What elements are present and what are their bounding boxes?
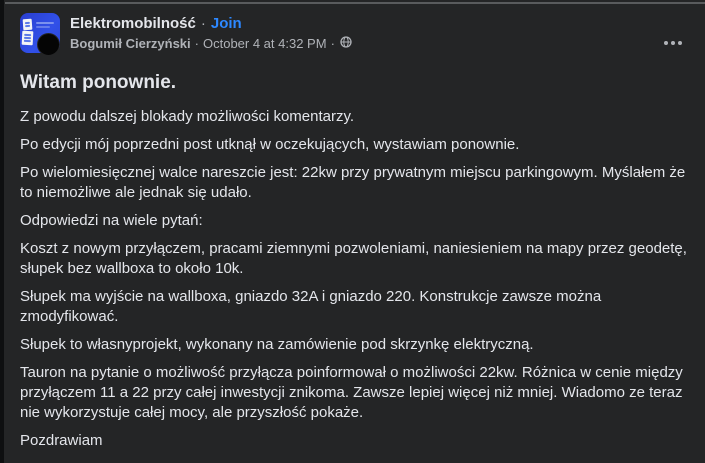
post-paragraph: Tauron na pytanie o możliwość przyłącza poinformował o możliwości 22kw. Różnica w cenie między przyłączem 11 a 22 przy całej inwestycji znikoma. Zawsze lepiej więcej niż mniej. Wiadomo ze teraz nie wykorzystuje całej mocy, ale przyszłość pokaże. bbox=[20, 364, 683, 421]
post-paragraph: Słupek to własnyprojekt, wykonany na zamówienie pod skrzynkę elektryczną. bbox=[20, 336, 534, 353]
post-title: Witam ponownie. bbox=[20, 72, 177, 93]
author-link[interactable]: Bogumił Cierzyński bbox=[70, 36, 191, 51]
post-paragraph: Odpowiedzi na wiele pytań: bbox=[20, 212, 203, 229]
header-meta-line bbox=[70, 36, 352, 52]
post-paragraph: Po edycji mój poprzedni post utknął w oczekujących, wystawiam ponownie. bbox=[20, 136, 520, 153]
post-header bbox=[20, 13, 689, 57]
header-title-line bbox=[70, 14, 352, 33]
author-avatar[interactable] bbox=[37, 33, 60, 56]
post-menu-button[interactable] bbox=[657, 27, 689, 59]
post-paragraph: Pozdrawiam bbox=[20, 432, 103, 449]
globe-icon bbox=[340, 36, 352, 52]
post-body bbox=[20, 70, 689, 451]
avatar-text-line bbox=[36, 26, 50, 28]
header-text bbox=[70, 13, 352, 52]
timestamp-link[interactable]: October 4 at 4:32 PM bbox=[202, 36, 327, 51]
post-paragraph: Koszt z nowym przyłączem, pracami ziemnymi pozwoleniami, naniesieniem na mapy przez geodetę, słupek bez wallboxa to około 10k. bbox=[20, 240, 687, 277]
post-paragraphs bbox=[20, 107, 689, 451]
avatar-text-line bbox=[36, 22, 54, 24]
separator-dot: · bbox=[330, 36, 335, 51]
avatar-group[interactable] bbox=[20, 13, 60, 57]
separator-dot: · bbox=[200, 15, 206, 32]
group-name-link[interactable]: Elektromobilność bbox=[70, 15, 196, 32]
join-button[interactable]: Join bbox=[210, 15, 242, 32]
avatar-paper-shape bbox=[23, 19, 33, 31]
post-paragraph: Po wielomiesięcznej walce nareszcie jest: 22kw przy prywatnym miejscu parkingowym. Myślałem że to niemożliwe ale jednak się udało. bbox=[20, 164, 686, 201]
post-card bbox=[4, 4, 705, 463]
separator-dot: · bbox=[194, 36, 199, 51]
post-paragraph: Słupek ma wyjście na wallboxa, gniazdo 32A i gniazdo 220. Konstrukcje zawsze można zmodyfikować. bbox=[20, 288, 602, 325]
post-paragraph: Z powodu dalszej blokady możliwości komentarzy. bbox=[20, 108, 355, 125]
avatar-paper-shape bbox=[22, 31, 34, 46]
ellipsis-icon bbox=[664, 41, 668, 45]
ellipsis-icon bbox=[678, 41, 682, 45]
ellipsis-icon bbox=[671, 41, 675, 45]
